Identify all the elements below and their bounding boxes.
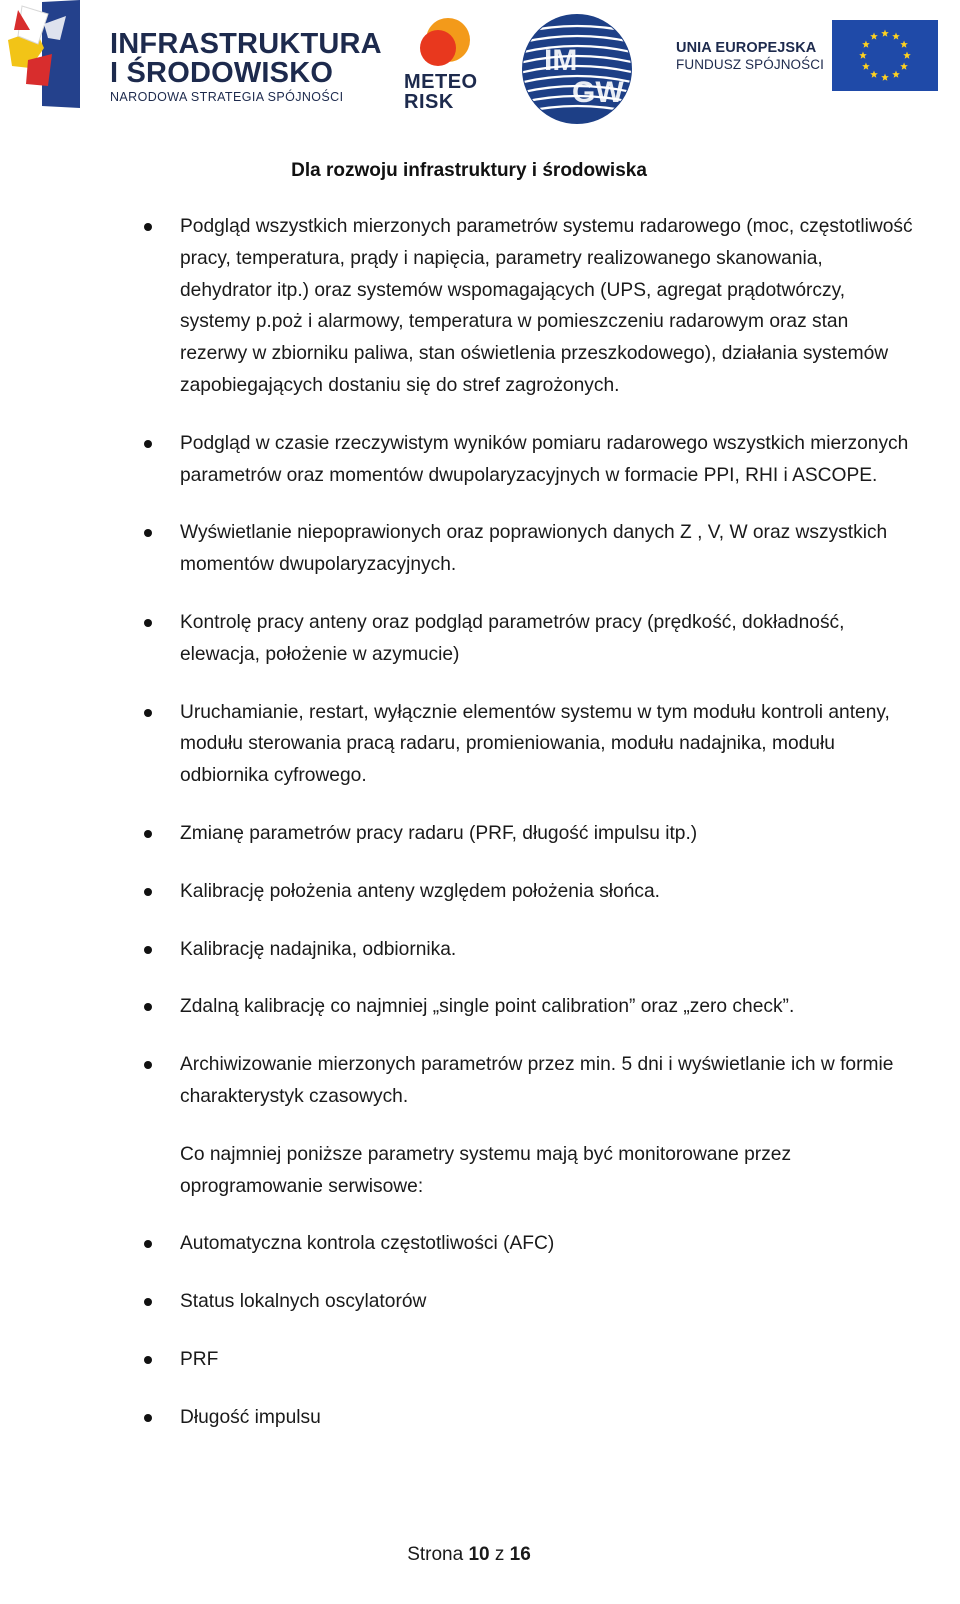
list-item [0, 991, 960, 1023]
list-item-text: Automatyczna kontrola częstotliwości (AFC) [180, 1233, 555, 1255]
infra-title-line2: I ŚRODOWISKO [110, 57, 334, 89]
bullet-icon [144, 529, 152, 537]
list-item [0, 1049, 960, 1113]
eu-fund-label [676, 40, 824, 72]
meteo-risk-emblem-icon [404, 16, 484, 76]
meteo-risk-wordmark [404, 72, 478, 112]
bullet-icon [144, 440, 152, 448]
list-item [0, 1286, 960, 1318]
bullet-icon [144, 1298, 152, 1306]
imgw-im-glyphs: IM [544, 44, 578, 77]
page-number-of: z [494, 1544, 505, 1565]
list-item [0, 517, 960, 581]
page-subtitle: Dla rozwoju infrastruktury i środowiska [291, 160, 647, 181]
list-item [0, 607, 960, 671]
bullet-icon [144, 1003, 152, 1011]
bullet-icon [144, 830, 152, 838]
list-item [0, 934, 960, 966]
list-item [0, 876, 960, 908]
infrastruktura-wordmark [110, 30, 382, 104]
list-item-text: Zdalną kalibrację co najmniej „single point calibration” oraz „zero check”. [180, 996, 795, 1018]
infra-title-line1: INFRASTRUKTURA [110, 28, 382, 60]
paragraph [0, 1139, 960, 1203]
bullet-icon [144, 223, 152, 231]
eu-flag-icon [832, 20, 938, 91]
list-item-text: Uruchamianie, restart, wyłącznie elementów systemu w tym modułu kontroli anteny, modułu sterowania pracą radaru, promieniowania, modułu nadajnika, modułu odbiornika cyfrowego. [180, 701, 890, 787]
eu-line2: FUNDUSZ SPÓJNOŚCI [676, 56, 824, 72]
meteo-risk-logo [404, 16, 504, 116]
bullet-icon [144, 1356, 152, 1364]
page-header [0, 0, 960, 130]
bullet-icon [144, 1061, 152, 1069]
infrastruktura-logo [8, 0, 382, 115]
bullet-icon [144, 946, 152, 954]
meteo-line1: METEO [404, 71, 478, 93]
imgw-logo [520, 12, 634, 126]
bullet-icon [144, 1240, 152, 1248]
infra-subtitle: NARODOWA STRATEGIA SPÓJNOŚCI [110, 90, 344, 104]
list-item [0, 428, 960, 492]
list-item-text: Wyświetlanie niepoprawionych oraz poprawionych danych Z , V, W oraz wszystkich momentów dwupolaryzacyjnych. [180, 522, 888, 576]
list-item [0, 1402, 960, 1434]
list-item-text: Podgląd w czasie rzeczywistym wyników pomiaru radarowego wszystkich mierzonych parametrów oraz momentów dwupolaryzacyjnych w formacie PPI, RHI i ASCOPE. [180, 432, 909, 486]
infrastruktura-emblem-icon [8, 0, 88, 112]
meteo-line2: RISK [404, 91, 454, 113]
bullet-icon [144, 619, 152, 627]
list-item-text: Kalibrację nadajnika, odbiornika. [180, 938, 457, 960]
list-item [0, 1228, 960, 1260]
list-item-text: Status lokalnych oscylatorów [180, 1291, 427, 1313]
eu-line1: UNIA EUROPEJSKA [676, 40, 817, 56]
list-item-text: Zmianę parametrów pracy radaru (PRF, długość impulsu itp.) [180, 822, 698, 844]
current-page-number: 10 [468, 1544, 490, 1565]
list-item-text: PRF [180, 1348, 219, 1370]
list-item-text: Podgląd wszystkich mierzonych parametrów systemu radarowego (moc, częstotliwość pracy, temperatura, prądy i napięcia, parametry realizowanego skanowania, dehydrator itp.) oraz systemów wspomagających (UPS, agregat prądotwórczy, systemy p.poż i alarmowy, temperatura w pomieszczeniu radarowym oraz stan rezerwy w zbiorniku paliwa, stan oświetlenia przeszkodowego), działania systemów zapobiegających dostaniu się do stref zagrożonych. [180, 216, 913, 396]
bullet-icon [144, 709, 152, 717]
bullet-icon [144, 1414, 152, 1422]
list-item [0, 697, 960, 792]
list-item [0, 818, 960, 850]
list-item-text: Kalibrację położenia anteny względem położenia słońca. [180, 880, 660, 902]
document-body [0, 211, 960, 1434]
page-footer [0, 1544, 938, 1566]
list-item-text: Archiwizowanie mierzonych parametrów przez min. 5 dni i wyświetlanie ich w formie charakterystyk czasowych. [180, 1054, 894, 1107]
total-page-count: 16 [509, 1544, 531, 1565]
list-item [0, 1344, 960, 1376]
imgw-globe-icon [520, 12, 634, 126]
bullet-icon [144, 888, 152, 896]
list-item [0, 211, 960, 402]
list-item-text: Kontrolę pracy anteny oraz podgląd parametrów pracy (prędkość, dokładność, elewacja, położenie w azymucie) [180, 611, 845, 665]
paragraph-text: Co najmniej poniższe parametry systemu mają być monitorowane przez oprogramowanie serwisowe: [180, 1143, 792, 1197]
list-item-text: Długość impulsu [180, 1406, 321, 1428]
imgw-gw-glyphs: GW [572, 76, 624, 109]
page-number-prefix: Strona [407, 1544, 464, 1565]
